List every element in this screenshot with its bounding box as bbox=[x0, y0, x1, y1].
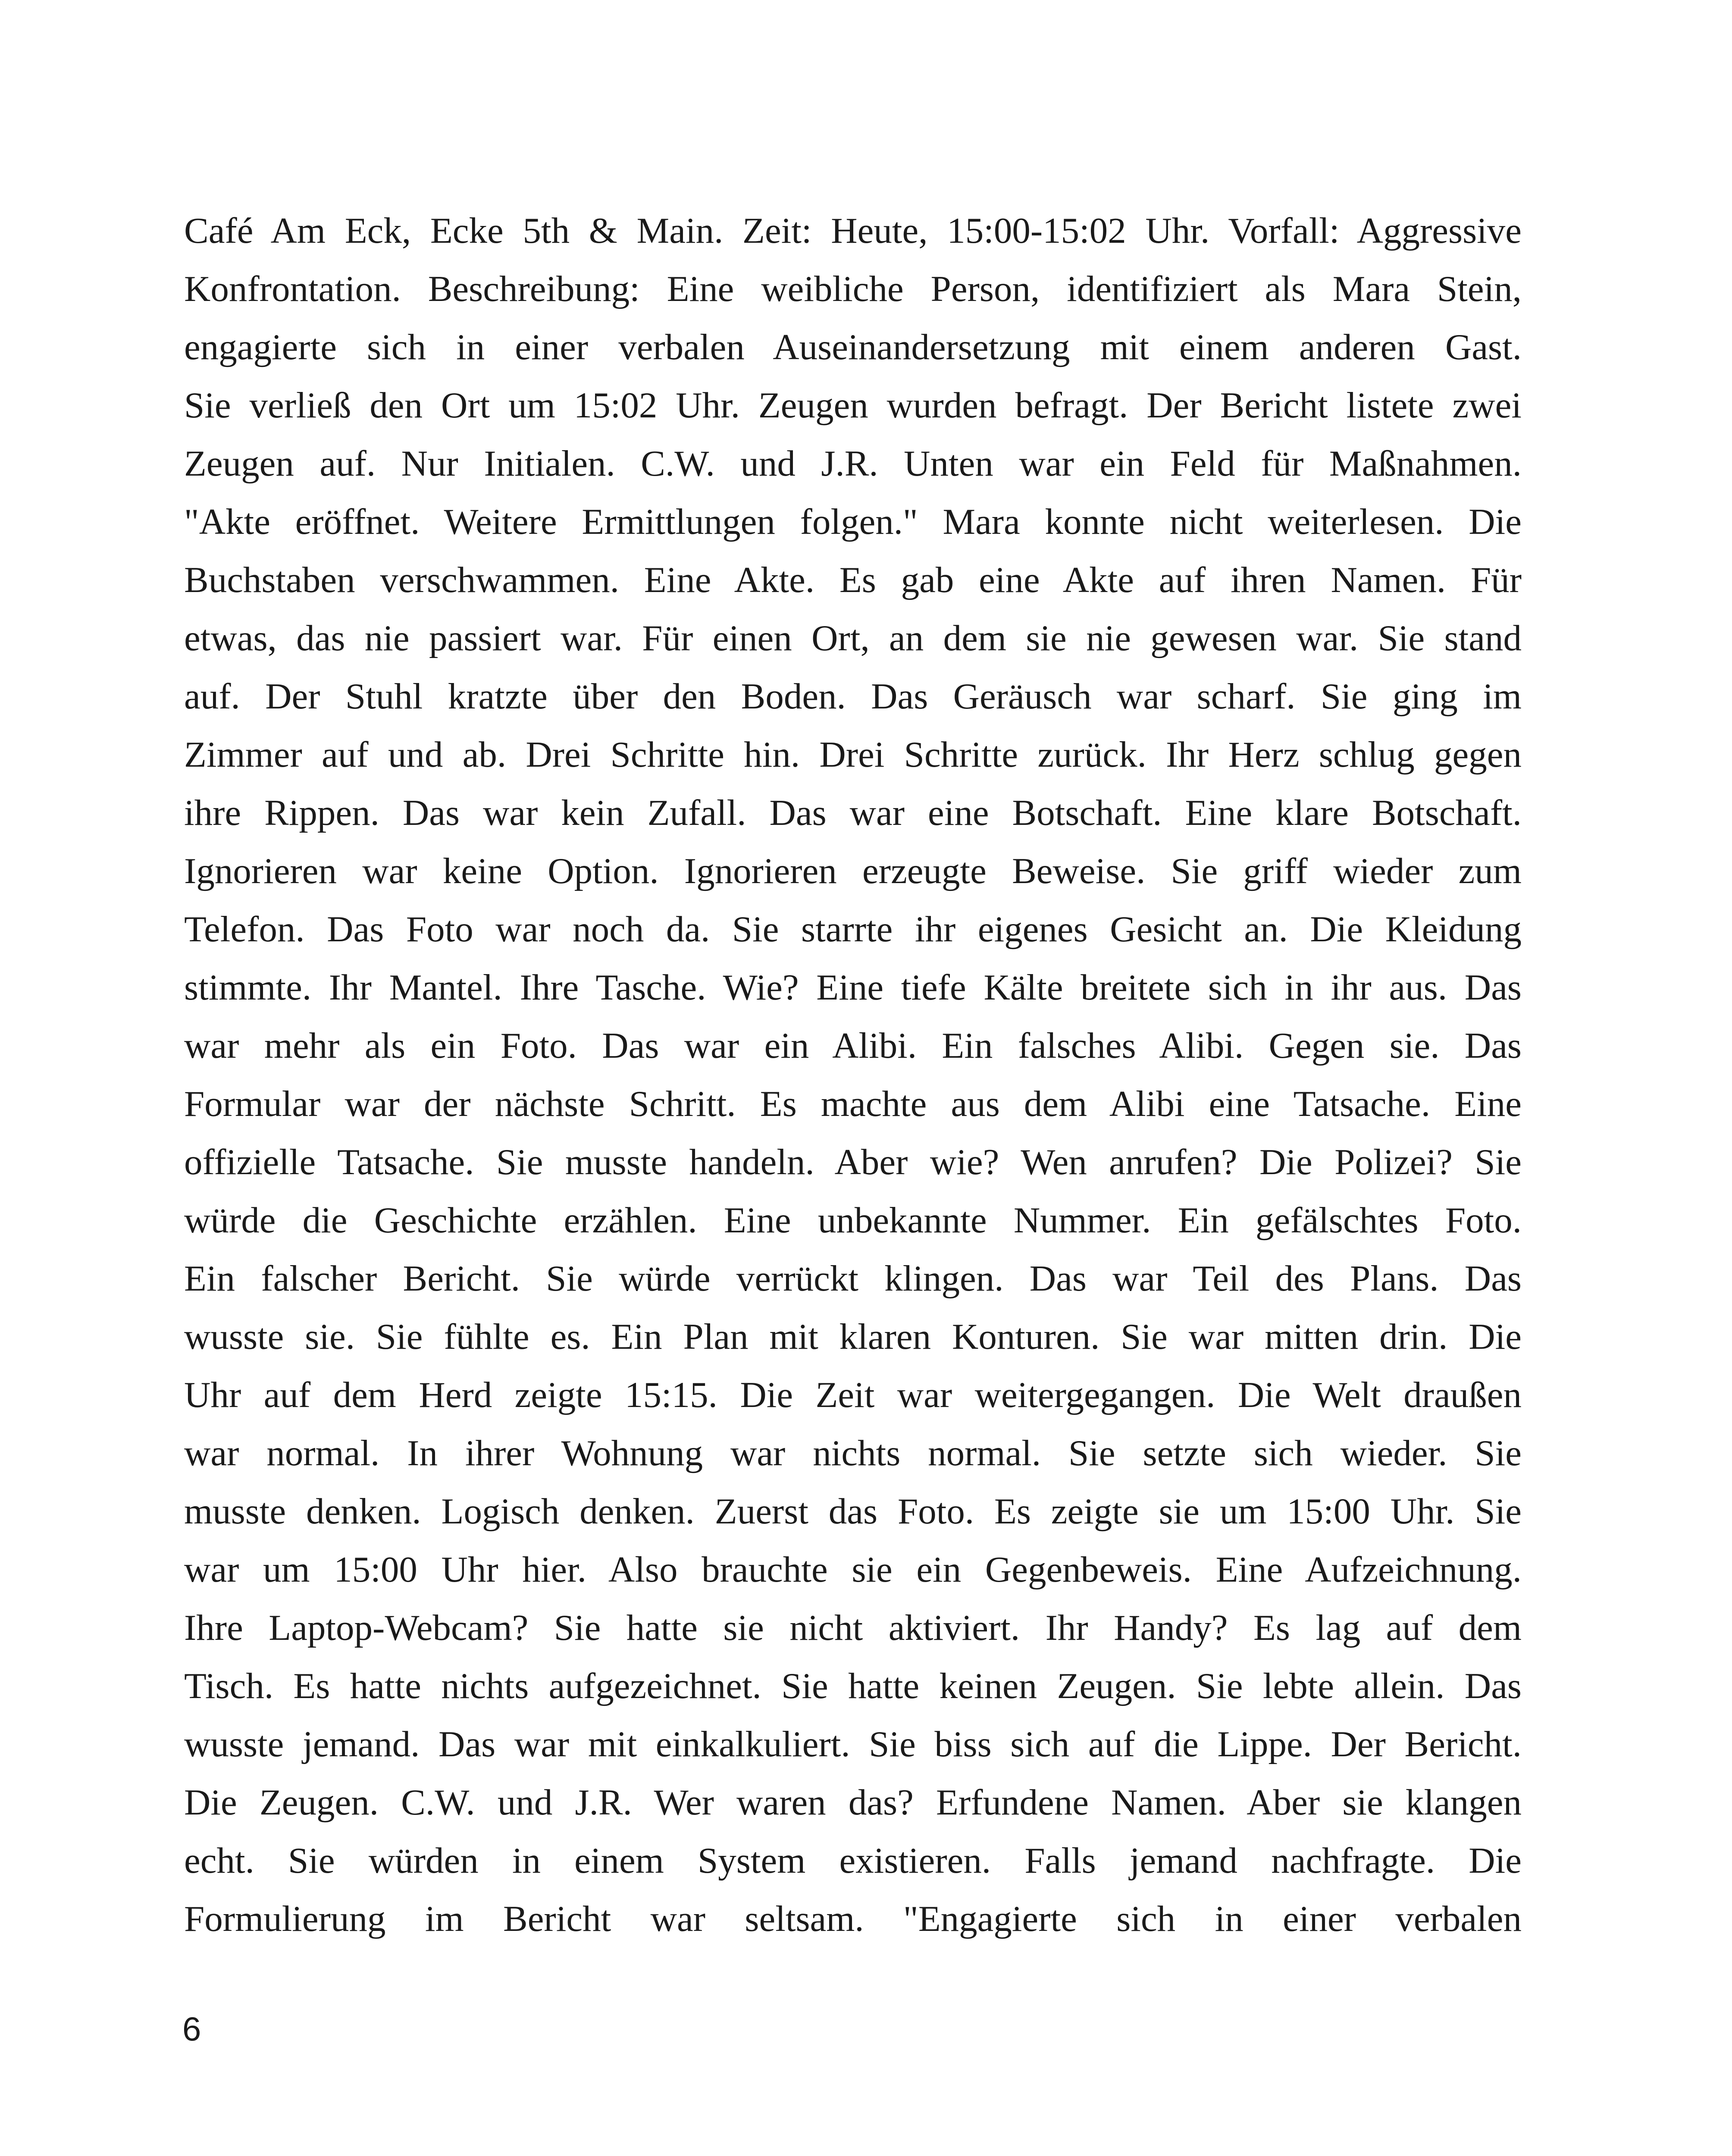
text-line: musste denken. Logisch denken. Zuerst das Foto. Es zeigte sie um 15:00 Uhr. Sie bbox=[184, 1491, 1522, 1532]
text-line: offizielle Tatsache. Sie musste handeln. Aber wie? Wen anrufen? Die Polizei? Sie bbox=[184, 1142, 1522, 1182]
body-text bbox=[184, 202, 1522, 1948]
page-number: 6 bbox=[182, 2010, 201, 2048]
text-line: Telefon. Das Foto war noch da. Sie starrte ihr eigenes Gesicht an. Die Kleidung bbox=[184, 909, 1522, 950]
text-line: Ignorieren war keine Option. Ignorieren erzeugte Beweise. Sie griff wieder zum bbox=[184, 851, 1522, 891]
text-line: "Akte eröffnet. Weitere Ermittlungen folgen." Mara konnte nicht weiterlesen. Die bbox=[184, 501, 1522, 542]
text-line: wusste sie. Sie fühlte es. Ein Plan mit klaren Konturen. Sie war mitten drin. Die bbox=[184, 1316, 1522, 1357]
text-line: auf. Der Stuhl kratzte über den Boden. Das Geräusch war scharf. Sie ging im bbox=[184, 676, 1522, 717]
text-line: ihre Rippen. Das war kein Zufall. Das war eine Botschaft. Eine klare Botschaft. bbox=[184, 793, 1522, 833]
text-line: stimmte. Ihr Mantel. Ihre Tasche. Wie? Eine tiefe Kälte breitete sich in ihr aus. Das bbox=[184, 967, 1522, 1008]
text-line: echt. Sie würden in einem System existieren. Falls jemand nachfragte. Die bbox=[184, 1840, 1522, 1881]
text-line: Café Am Eck, Ecke 5th & Main. Zeit: Heute, 15:00-15:02 Uhr. Vorfall: Aggressive bbox=[184, 210, 1522, 251]
text-line: etwas, das nie passiert war. Für einen Ort, an dem sie nie gewesen war. Sie stand bbox=[184, 618, 1522, 658]
text-line: war normal. In ihrer Wohnung war nichts normal. Sie setzte sich wieder. Sie bbox=[184, 1433, 1522, 1473]
text-line: Ihre Laptop-Webcam? Sie hatte sie nicht aktiviert. Ihr Handy? Es lag auf dem bbox=[184, 1608, 1522, 1648]
text-line: Sie verließ den Ort um 15:02 Uhr. Zeugen wurden befragt. Der Bericht listete zwei bbox=[184, 385, 1522, 426]
text-line: Konfrontation. Beschreibung: Eine weibliche Person, identifiziert als Mara Stein, bbox=[184, 269, 1522, 309]
text-line: Zimmer auf und ab. Drei Schritte hin. Drei Schritte zurück. Ihr Herz schlug gegen bbox=[184, 734, 1522, 775]
text-line: Ein falscher Bericht. Sie würde verrückt klingen. Das war Teil des Plans. Das bbox=[184, 1258, 1522, 1299]
text-line: war mehr als ein Foto. Das war ein Alibi. Ein falsches Alibi. Gegen sie. Das bbox=[184, 1025, 1522, 1066]
text-line: wusste jemand. Das war mit einkalkuliert. Sie biss sich auf die Lippe. Der Bericht. bbox=[184, 1724, 1522, 1764]
text-line: Die Zeugen. C.W. und J.R. Wer waren das? Erfundene Namen. Aber sie klangen bbox=[184, 1782, 1522, 1823]
text-line: Formular war der nächste Schritt. Es machte aus dem Alibi eine Tatsache. Eine bbox=[184, 1084, 1522, 1124]
text-line: Tisch. Es hatte nichts aufgezeichnet. Sie hatte keinen Zeugen. Sie lebte allein. Das bbox=[184, 1666, 1522, 1706]
text-line: war um 15:00 Uhr hier. Also brauchte sie ein Gegenbeweis. Eine Aufzeichnung. bbox=[184, 1549, 1522, 1590]
text-line: Formulierung im Bericht war seltsam. "Engagierte sich in einer verbalen bbox=[184, 1899, 1522, 1939]
text-line: würde die Geschichte erzählen. Eine unbekannte Nummer. Ein gefälschtes Foto. bbox=[184, 1200, 1522, 1241]
text-line: Zeugen auf. Nur Initialen. C.W. und J.R. Unten war ein Feld für Maßnahmen. bbox=[184, 443, 1522, 484]
text-line: Buchstaben verschwammen. Eine Akte. Es gab eine Akte auf ihren Namen. Für bbox=[184, 560, 1522, 600]
text-line: Uhr auf dem Herd zeigte 15:15. Die Zeit war weitergegangen. Die Welt draußen bbox=[184, 1375, 1522, 1415]
text-line: engagierte sich in einer verbalen Auseinandersetzung mit einem anderen Gast. bbox=[184, 327, 1522, 367]
